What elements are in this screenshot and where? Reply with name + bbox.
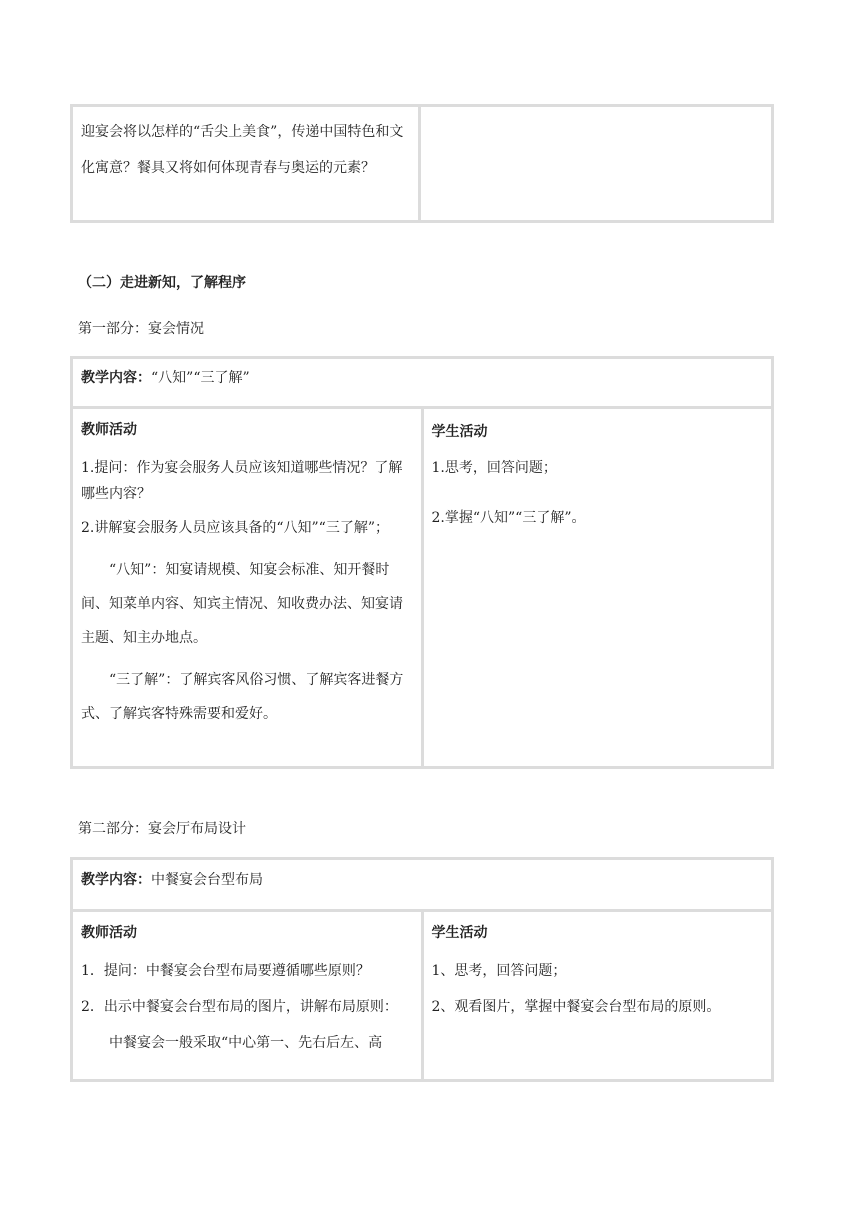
- intro-question-text: 迎宴会将以怎样的“舌尖上美食”，传递中国特色和文化寓意？餐具又将如何体现青春与奥运的元素？: [81, 124, 404, 176]
- table2-student-item: 2、观看图片，掌握中餐宴会台型布局的原则。: [431, 999, 721, 1015]
- table1-teacher-item: “三了解”：了解宾客风俗习惯、了解宾客进餐方式、了解宾客特殊需要和爱好。: [81, 672, 404, 722]
- intro-empty-cell: [420, 106, 773, 222]
- table1-content-label: 教学内容：: [81, 370, 151, 386]
- table2-teacher-item: 中餐宴会一般采取“中心第一、先右后左、高: [109, 1035, 383, 1051]
- table1-student-heading: 学生活动: [431, 424, 488, 440]
- table2-teacher-heading: 教师活动: [81, 925, 137, 941]
- intro-question-cell: [72, 106, 420, 222]
- intro-table: [70, 104, 774, 223]
- table2-teacher-item: 2．出示中餐宴会台型布局的图片，讲解布局原则：: [81, 999, 398, 1015]
- table1-student-cell: [422, 408, 773, 768]
- table-part1: [70, 356, 774, 769]
- table2-content-row: [72, 859, 773, 911]
- table2-content-label: 教学内容：: [81, 872, 151, 888]
- table1-teacher-item: 1.提问：作为宴会服务人员应该知道哪些情况？了解哪些内容？: [81, 460, 403, 502]
- table1-teacher-item: “八知”：知宴请规模、知宴会标准、知开餐时间、知菜单内容、知宾主情况、知收费办法、知宴请主题、知主办地点。: [81, 562, 403, 646]
- table2-teacher-cell: [72, 911, 423, 1081]
- table2-content-value: 中餐宴会台型布局: [151, 872, 263, 888]
- table1-teacher-item: 2.讲解宴会服务人员应该具备的“八知”“三了解”；: [81, 520, 389, 536]
- table-part2: [70, 857, 774, 1082]
- part1-label: 第一部分：宴会情况: [78, 321, 204, 337]
- table2-student-heading: 学生活动: [431, 925, 488, 941]
- section-heading: （二）走进新知，了解程序: [78, 275, 246, 291]
- table1-student-item: 2.掌握“八知”“三了解”。: [431, 510, 586, 526]
- table1-student-item: 1.思考，回答问题；: [431, 460, 557, 476]
- table1-teacher-cell: [72, 408, 423, 768]
- table1-teacher-heading: 教师活动: [81, 422, 137, 438]
- table1-content-value: “八知”“三了解”: [151, 370, 250, 386]
- part2-label: 第二部分：宴会厅布局设计: [78, 821, 246, 837]
- table2-student-cell: [422, 911, 773, 1081]
- table2-student-item: 1、思考，回答问题；: [431, 963, 567, 979]
- table2-teacher-item: 1．提问：中餐宴会台型布局要遵循哪些原则？: [81, 963, 370, 979]
- table1-content-row: [72, 358, 773, 408]
